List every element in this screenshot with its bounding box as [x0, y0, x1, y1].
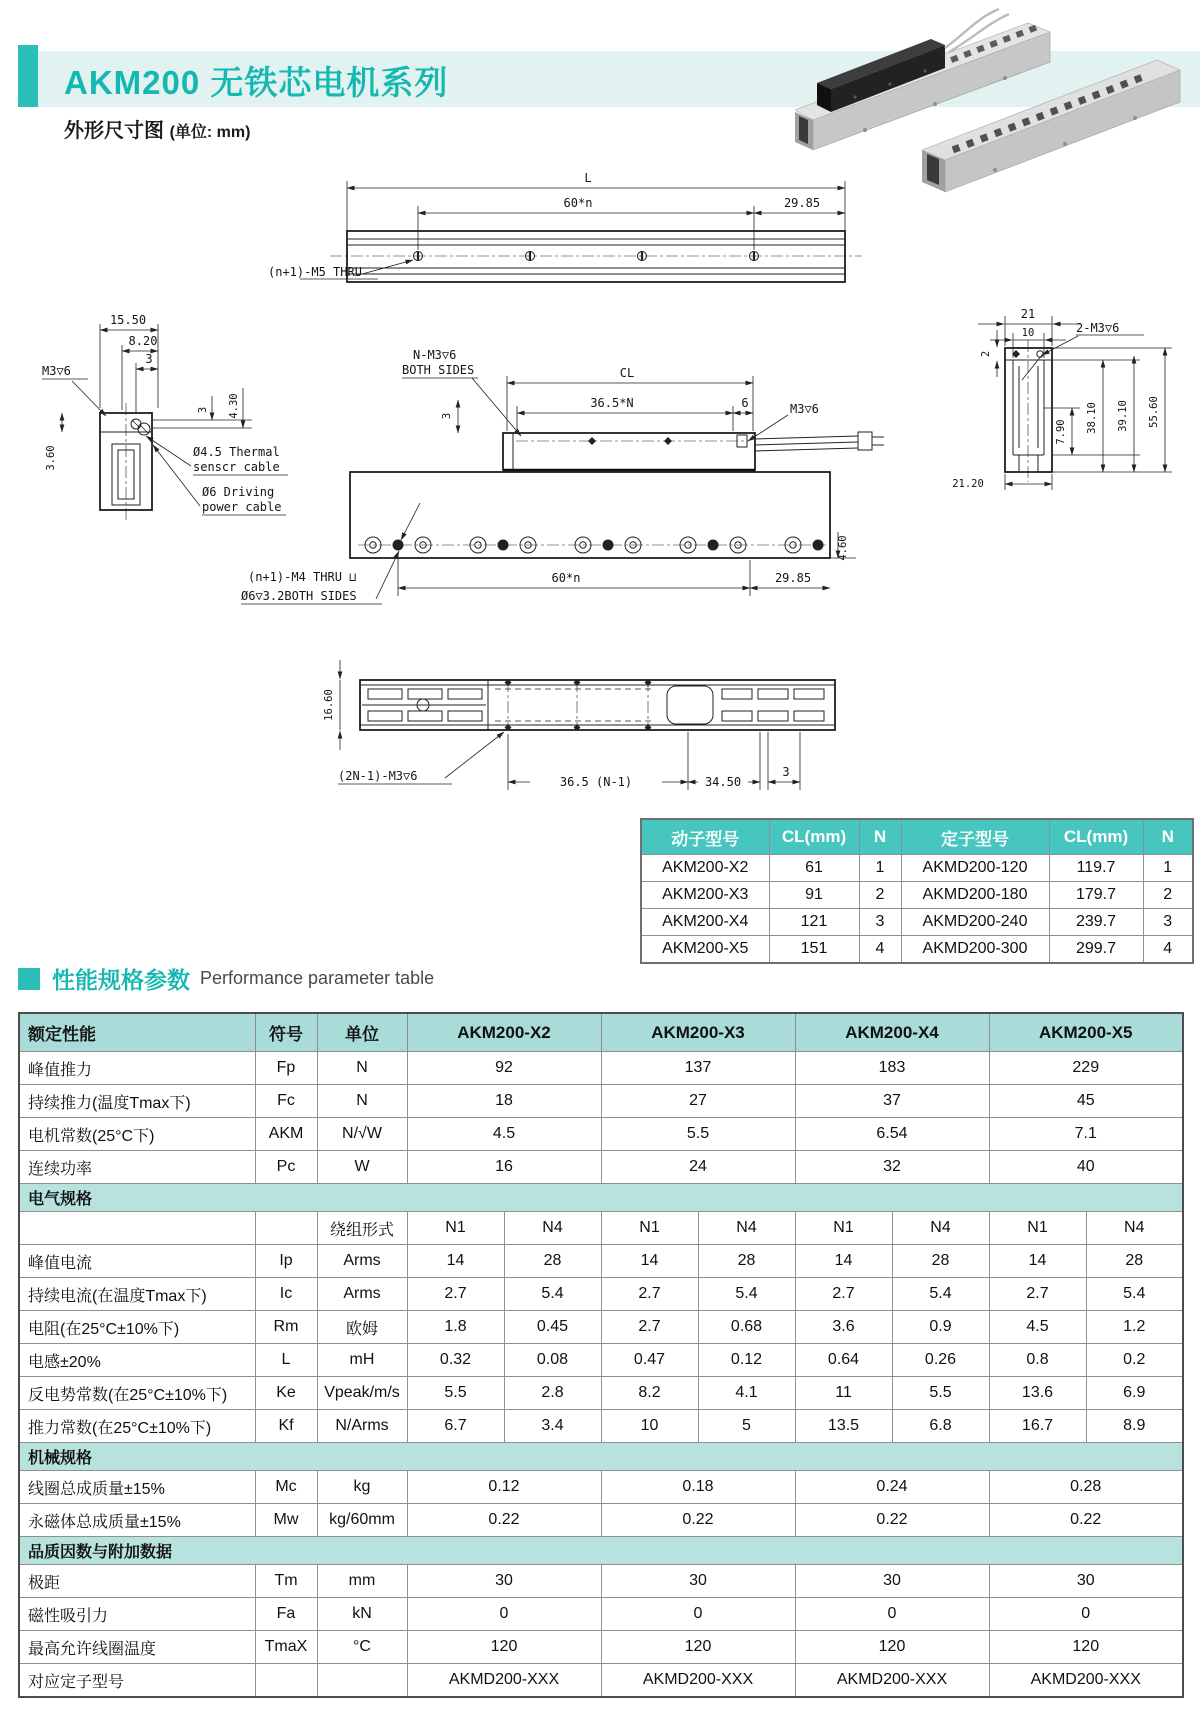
dim-365-n1: 36.5 (N-1)	[559, 775, 633, 789]
label-2m3: 2-M3▽6	[1076, 321, 1120, 335]
value: 8.9	[1086, 1410, 1183, 1443]
row-label: 峰值电流	[19, 1245, 255, 1278]
symbol: Kf	[255, 1410, 317, 1443]
subtitle-unit: (单位: mm)	[169, 124, 251, 141]
drawing-subtitle	[64, 114, 250, 143]
value: 45	[989, 1085, 1183, 1118]
label-m3-right: M3▽6	[790, 402, 819, 416]
dim-460: 4.60	[837, 535, 849, 561]
symbol: Mc	[255, 1471, 317, 1504]
band-mechanical	[19, 1443, 1183, 1471]
top-view	[268, 171, 862, 282]
value: 0.18	[601, 1471, 795, 1504]
value: 5.5	[892, 1377, 989, 1410]
symbol: Ip	[255, 1245, 317, 1278]
value: 4.5	[989, 1311, 1086, 1344]
row-label: 电阻(在25°C±10%下)	[19, 1311, 255, 1344]
cell: AKMD200-120	[901, 855, 1049, 882]
col-x5: AKM200-X5	[989, 1013, 1183, 1052]
value: 2.7	[601, 1278, 698, 1311]
row-pole-pitch	[19, 1565, 1183, 1598]
dim-60n-mid: 60*n	[551, 571, 581, 585]
cell: AKM200-X2	[641, 855, 769, 882]
dim-2120: 21.20	[952, 478, 984, 490]
value: 27	[601, 1085, 795, 1118]
winding-n1: N1	[795, 1212, 892, 1245]
value: 3.4	[504, 1410, 601, 1443]
row-label: 永磁体总成质量±15%	[19, 1504, 255, 1537]
cell: 3	[859, 909, 901, 936]
symbol: Fa	[255, 1598, 317, 1631]
value: 1.2	[1086, 1311, 1183, 1344]
selection-row	[641, 936, 1193, 964]
dim-790: 7.90	[1055, 419, 1067, 445]
cell: 239.7	[1049, 909, 1143, 936]
section-title-zh: 性能规格参数	[52, 967, 190, 993]
bottom-view	[323, 660, 835, 790]
cell: 119.7	[1049, 855, 1143, 882]
value: AKMD200-XXX	[795, 1664, 989, 1698]
value: 13.5	[795, 1410, 892, 1443]
cell: 121	[769, 909, 859, 936]
cell: 2	[859, 882, 901, 909]
value: 2.7	[989, 1278, 1086, 1311]
accent-bar	[18, 45, 38, 107]
value: 6.8	[892, 1410, 989, 1443]
value: 5	[698, 1410, 795, 1443]
value: AKMD200-XXX	[407, 1664, 601, 1698]
dim-1550: 15.50	[109, 313, 147, 327]
unit: mH	[317, 1344, 407, 1377]
winding-label: 绕组形式	[317, 1212, 407, 1245]
symbol: Rm	[255, 1311, 317, 1344]
label-phi6: Ø6▽3.2BOTH SIDES	[241, 589, 357, 603]
value: 6.54	[795, 1118, 989, 1151]
col-x3: AKM200-X3	[601, 1013, 795, 1052]
value: 16.7	[989, 1410, 1086, 1443]
value: 120	[795, 1631, 989, 1664]
row-inductance	[19, 1344, 1183, 1377]
label-m3-left: M3▽6	[42, 364, 71, 378]
col-x4: AKM200-X4	[795, 1013, 989, 1052]
winding-n4: N4	[504, 1212, 601, 1245]
cell: 3	[1143, 909, 1193, 936]
cell: 61	[769, 855, 859, 882]
cell: AKM200-X3	[641, 882, 769, 909]
dim-6: 6	[741, 396, 749, 410]
value: 0.2	[1086, 1344, 1183, 1377]
value: 30	[989, 1565, 1183, 1598]
performance-table	[18, 1012, 1184, 1698]
row-max-coil-temp	[19, 1631, 1183, 1664]
dim-3-left: 3	[145, 352, 153, 366]
col-n2: N	[1143, 819, 1193, 855]
page-title: AKM200 无铁芯电机系列	[64, 64, 449, 101]
col-n: N	[859, 819, 901, 855]
value: 24	[601, 1151, 795, 1184]
band-label: 机械规格	[19, 1443, 1183, 1471]
unit: kg	[317, 1471, 407, 1504]
symbol: Ke	[255, 1377, 317, 1410]
value: 5.4	[698, 1278, 795, 1311]
dim-820: 8.20	[128, 334, 158, 348]
bottom-right-segments	[722, 689, 824, 721]
unit: 欧姆	[317, 1311, 407, 1344]
bottom-left-segments	[362, 689, 486, 721]
cell: AKMD200-180	[901, 882, 1049, 909]
col-cl2: CL(mm)	[1049, 819, 1143, 855]
dim-L: L	[584, 171, 592, 185]
value: 229	[989, 1052, 1183, 1085]
cell: 4	[1143, 936, 1193, 964]
row-attraction-force	[19, 1598, 1183, 1631]
empty-cell	[19, 1212, 255, 1245]
value: 0	[407, 1598, 601, 1631]
value: AKMD200-XXX	[601, 1664, 795, 1698]
row-coil-mass	[19, 1471, 1183, 1504]
dim-3810: 38.10	[1086, 402, 1098, 434]
value: 1.8	[407, 1311, 504, 1344]
dim-2985-mid: 29.85	[774, 571, 812, 585]
dim-360: 3.60	[45, 445, 57, 471]
cell: 299.7	[1049, 936, 1143, 964]
row-label: 对应定子型号	[19, 1664, 255, 1698]
value: 5.4	[1086, 1278, 1183, 1311]
unit: N	[317, 1085, 407, 1118]
row-resistance	[19, 1311, 1183, 1344]
label-power-2: power cable	[202, 500, 282, 514]
label-both-sides: BOTH SIDES	[402, 363, 475, 377]
symbol: Ic	[255, 1278, 317, 1311]
row-winding	[19, 1212, 1183, 1245]
cell: 2	[1143, 882, 1193, 909]
selection-table	[640, 818, 1194, 964]
band-label: 电气规格	[19, 1184, 1183, 1212]
label-thermal-2: senscr cable	[193, 460, 280, 474]
value: 7.1	[989, 1118, 1183, 1151]
selection-row	[641, 882, 1193, 909]
value: 0.26	[892, 1344, 989, 1377]
symbol: Pc	[255, 1151, 317, 1184]
value: 6.9	[1086, 1377, 1183, 1410]
value: 4.1	[698, 1377, 795, 1410]
row-force-constant	[19, 1410, 1183, 1443]
dim-430: 4.30	[228, 393, 240, 419]
unit: Arms	[317, 1245, 407, 1278]
row-label: 电机常数(25°C下)	[19, 1118, 255, 1151]
row-label: 最高允许线圈温度	[19, 1631, 255, 1664]
value: 28	[892, 1245, 989, 1278]
dim-3-bottom: 3	[782, 765, 790, 779]
dim-cl: CL	[619, 366, 635, 380]
value: 0	[989, 1598, 1183, 1631]
unit: Vpeak/m/s	[317, 1377, 407, 1410]
value: 32	[795, 1151, 989, 1184]
symbol: AKM	[255, 1118, 317, 1151]
subtitle-text: 外形尺寸图	[64, 120, 164, 142]
label-thermal-1: Ø4.5 Thermal	[193, 445, 280, 459]
cell: 1	[1143, 855, 1193, 882]
dim-365n: 36.5*N	[590, 396, 634, 410]
label-m4-thru: (n+1)-M4 THRU ⊔	[248, 570, 357, 584]
section-title-en: Performance parameter table	[200, 968, 435, 988]
section-square-icon	[18, 968, 40, 990]
unit: N	[317, 1052, 407, 1085]
dim-3450: 34.50	[704, 775, 742, 789]
symbol: TmaX	[255, 1631, 317, 1664]
cell: 1	[859, 855, 901, 882]
value: 37	[795, 1085, 989, 1118]
value: 30	[601, 1565, 795, 1598]
cell: 4	[859, 936, 901, 964]
value: 0.45	[504, 1311, 601, 1344]
winding-n4: N4	[892, 1212, 989, 1245]
unit: Arms	[317, 1278, 407, 1311]
value: 0.32	[407, 1344, 504, 1377]
value: 28	[698, 1245, 795, 1278]
value: 28	[504, 1245, 601, 1278]
value: AKMD200-XXX	[989, 1664, 1183, 1698]
row-label: 推力常数(在25°C±10%下)	[19, 1410, 255, 1443]
cell: 151	[769, 936, 859, 964]
symbol: L	[255, 1344, 317, 1377]
selection-row	[641, 855, 1193, 882]
dim-3910: 39.10	[1117, 400, 1129, 432]
value: 2.7	[795, 1278, 892, 1311]
dim-3b-left: 3	[197, 406, 209, 414]
empty-cell	[255, 1664, 317, 1698]
row-cont-force	[19, 1085, 1183, 1118]
label-2n1-m3: (2N-1)-M3▽6	[338, 769, 418, 783]
value: 0.8	[989, 1344, 1086, 1377]
band-label: 品质因数与附加数据	[19, 1537, 1183, 1565]
value: 0.9	[892, 1311, 989, 1344]
value: 30	[407, 1565, 601, 1598]
selection-row	[641, 909, 1193, 936]
value: 18	[407, 1085, 601, 1118]
performance-section-header	[18, 962, 434, 995]
value: 0.47	[601, 1344, 698, 1377]
row-label: 磁性吸引力	[19, 1598, 255, 1631]
value: 30	[795, 1565, 989, 1598]
value: 137	[601, 1052, 795, 1085]
value: 0.64	[795, 1344, 892, 1377]
value: 92	[407, 1052, 601, 1085]
dim-2: 2	[980, 350, 992, 358]
value: 28	[1086, 1245, 1183, 1278]
symbol: Fc	[255, 1085, 317, 1118]
winding-n4: N4	[698, 1212, 795, 1245]
col-unit: 单位	[317, 1013, 407, 1052]
winding-n1: N1	[989, 1212, 1086, 1245]
value: 120	[407, 1631, 601, 1664]
value: 183	[795, 1052, 989, 1085]
dim-3-mid: 3	[441, 412, 453, 420]
col-rated: 额定性能	[19, 1013, 255, 1052]
row-back-emf	[19, 1377, 1183, 1410]
symbol: Fp	[255, 1052, 317, 1085]
row-label: 峰值推力	[19, 1052, 255, 1085]
col-symbol: 符号	[255, 1013, 317, 1052]
selection-header-row	[641, 819, 1193, 855]
cell: AKM200-X4	[641, 909, 769, 936]
row-label: 电感±20%	[19, 1344, 255, 1377]
dim-21: 21	[1020, 307, 1036, 321]
value: 0.68	[698, 1311, 795, 1344]
unit: N/Arms	[317, 1410, 407, 1443]
value: 10	[601, 1410, 698, 1443]
value: 14	[989, 1245, 1086, 1278]
value: 16	[407, 1151, 601, 1184]
winding-n4: N4	[1086, 1212, 1183, 1245]
value: 14	[795, 1245, 892, 1278]
value: 0.22	[795, 1504, 989, 1537]
dim-2985-top: 29.85	[783, 196, 821, 210]
value: 2.7	[601, 1311, 698, 1344]
row-label: 极距	[19, 1565, 255, 1598]
value: 40	[989, 1151, 1183, 1184]
cell: AKMD200-240	[901, 909, 1049, 936]
cell: AKM200-X5	[641, 936, 769, 964]
col-mover-model: 动子型号	[641, 819, 769, 855]
row-magnet-mass	[19, 1504, 1183, 1537]
cell: AKMD200-300	[901, 936, 1049, 964]
unit: °C	[317, 1631, 407, 1664]
dim-5560: 55.60	[1148, 396, 1160, 428]
value: 0.22	[989, 1504, 1183, 1537]
left-section-view	[42, 313, 288, 520]
band-quality	[19, 1537, 1183, 1565]
row-label: 线圈总成质量±15%	[19, 1471, 255, 1504]
row-peak-force	[19, 1052, 1183, 1085]
row-label: 持续推力(温度Tmax下)	[19, 1085, 255, 1118]
value: 14	[601, 1245, 698, 1278]
winding-n1: N1	[407, 1212, 504, 1245]
perf-header-row	[19, 1013, 1183, 1052]
value: 14	[407, 1245, 504, 1278]
value: 5.5	[601, 1118, 795, 1151]
value: 13.6	[989, 1377, 1086, 1410]
unit: kg/60mm	[317, 1504, 407, 1537]
value: 120	[989, 1631, 1183, 1664]
label-m5-thru: (n+1)-M5 THRU	[268, 265, 362, 279]
value: 0	[601, 1598, 795, 1631]
row-matching-stator	[19, 1664, 1183, 1698]
value: 2.8	[504, 1377, 601, 1410]
row-cont-current	[19, 1278, 1183, 1311]
dimension-drawing	[0, 148, 1200, 808]
value: 0	[795, 1598, 989, 1631]
value: 11	[795, 1377, 892, 1410]
value: 0.28	[989, 1471, 1183, 1504]
value: 5.4	[892, 1278, 989, 1311]
winding-n1: N1	[601, 1212, 698, 1245]
dim-1660: 16.60	[323, 689, 335, 721]
value: 0.12	[698, 1344, 795, 1377]
right-section-view	[952, 307, 1172, 490]
cell: 91	[769, 882, 859, 909]
row-motor-constant	[19, 1118, 1183, 1151]
cell: 179.7	[1049, 882, 1143, 909]
value: 8.2	[601, 1377, 698, 1410]
value: 3.6	[795, 1311, 892, 1344]
row-label: 反电势常数(在25°C±10%下)	[19, 1377, 255, 1410]
row-label: 持续电流(在温度Tmax下)	[19, 1278, 255, 1311]
value: 0.22	[601, 1504, 795, 1537]
empty-cell	[317, 1664, 407, 1698]
unit: kN	[317, 1598, 407, 1631]
row-peak-current	[19, 1245, 1183, 1278]
value: 6.7	[407, 1410, 504, 1443]
col-stator-model: 定子型号	[901, 819, 1049, 855]
middle-assembly-view	[241, 348, 884, 604]
value: 2.7	[407, 1278, 504, 1311]
symbol: Mw	[255, 1504, 317, 1537]
value: 0.22	[407, 1504, 601, 1537]
col-cl: CL(mm)	[769, 819, 859, 855]
label-nm3: N-M3▽6	[413, 348, 457, 362]
value: 4.5	[407, 1118, 601, 1151]
value: 0.08	[504, 1344, 601, 1377]
unit: mm	[317, 1565, 407, 1598]
value: 5.4	[504, 1278, 601, 1311]
value: 5.5	[407, 1377, 504, 1410]
col-x2: AKM200-X2	[407, 1013, 601, 1052]
dim-60n-top: 60*n	[563, 196, 593, 210]
unit: W	[317, 1151, 407, 1184]
unit: N/√W	[317, 1118, 407, 1151]
dim-10: 10	[1021, 327, 1035, 339]
empty-cell	[255, 1212, 317, 1245]
row-cont-power	[19, 1151, 1183, 1184]
value: 0.24	[795, 1471, 989, 1504]
value: 120	[601, 1631, 795, 1664]
coil-cable	[755, 432, 884, 451]
label-power-1: Ø6 Driving	[202, 485, 275, 499]
band-electrical	[19, 1184, 1183, 1212]
value: 0.12	[407, 1471, 601, 1504]
row-label: 连续功率	[19, 1151, 255, 1184]
symbol: Tm	[255, 1565, 317, 1598]
